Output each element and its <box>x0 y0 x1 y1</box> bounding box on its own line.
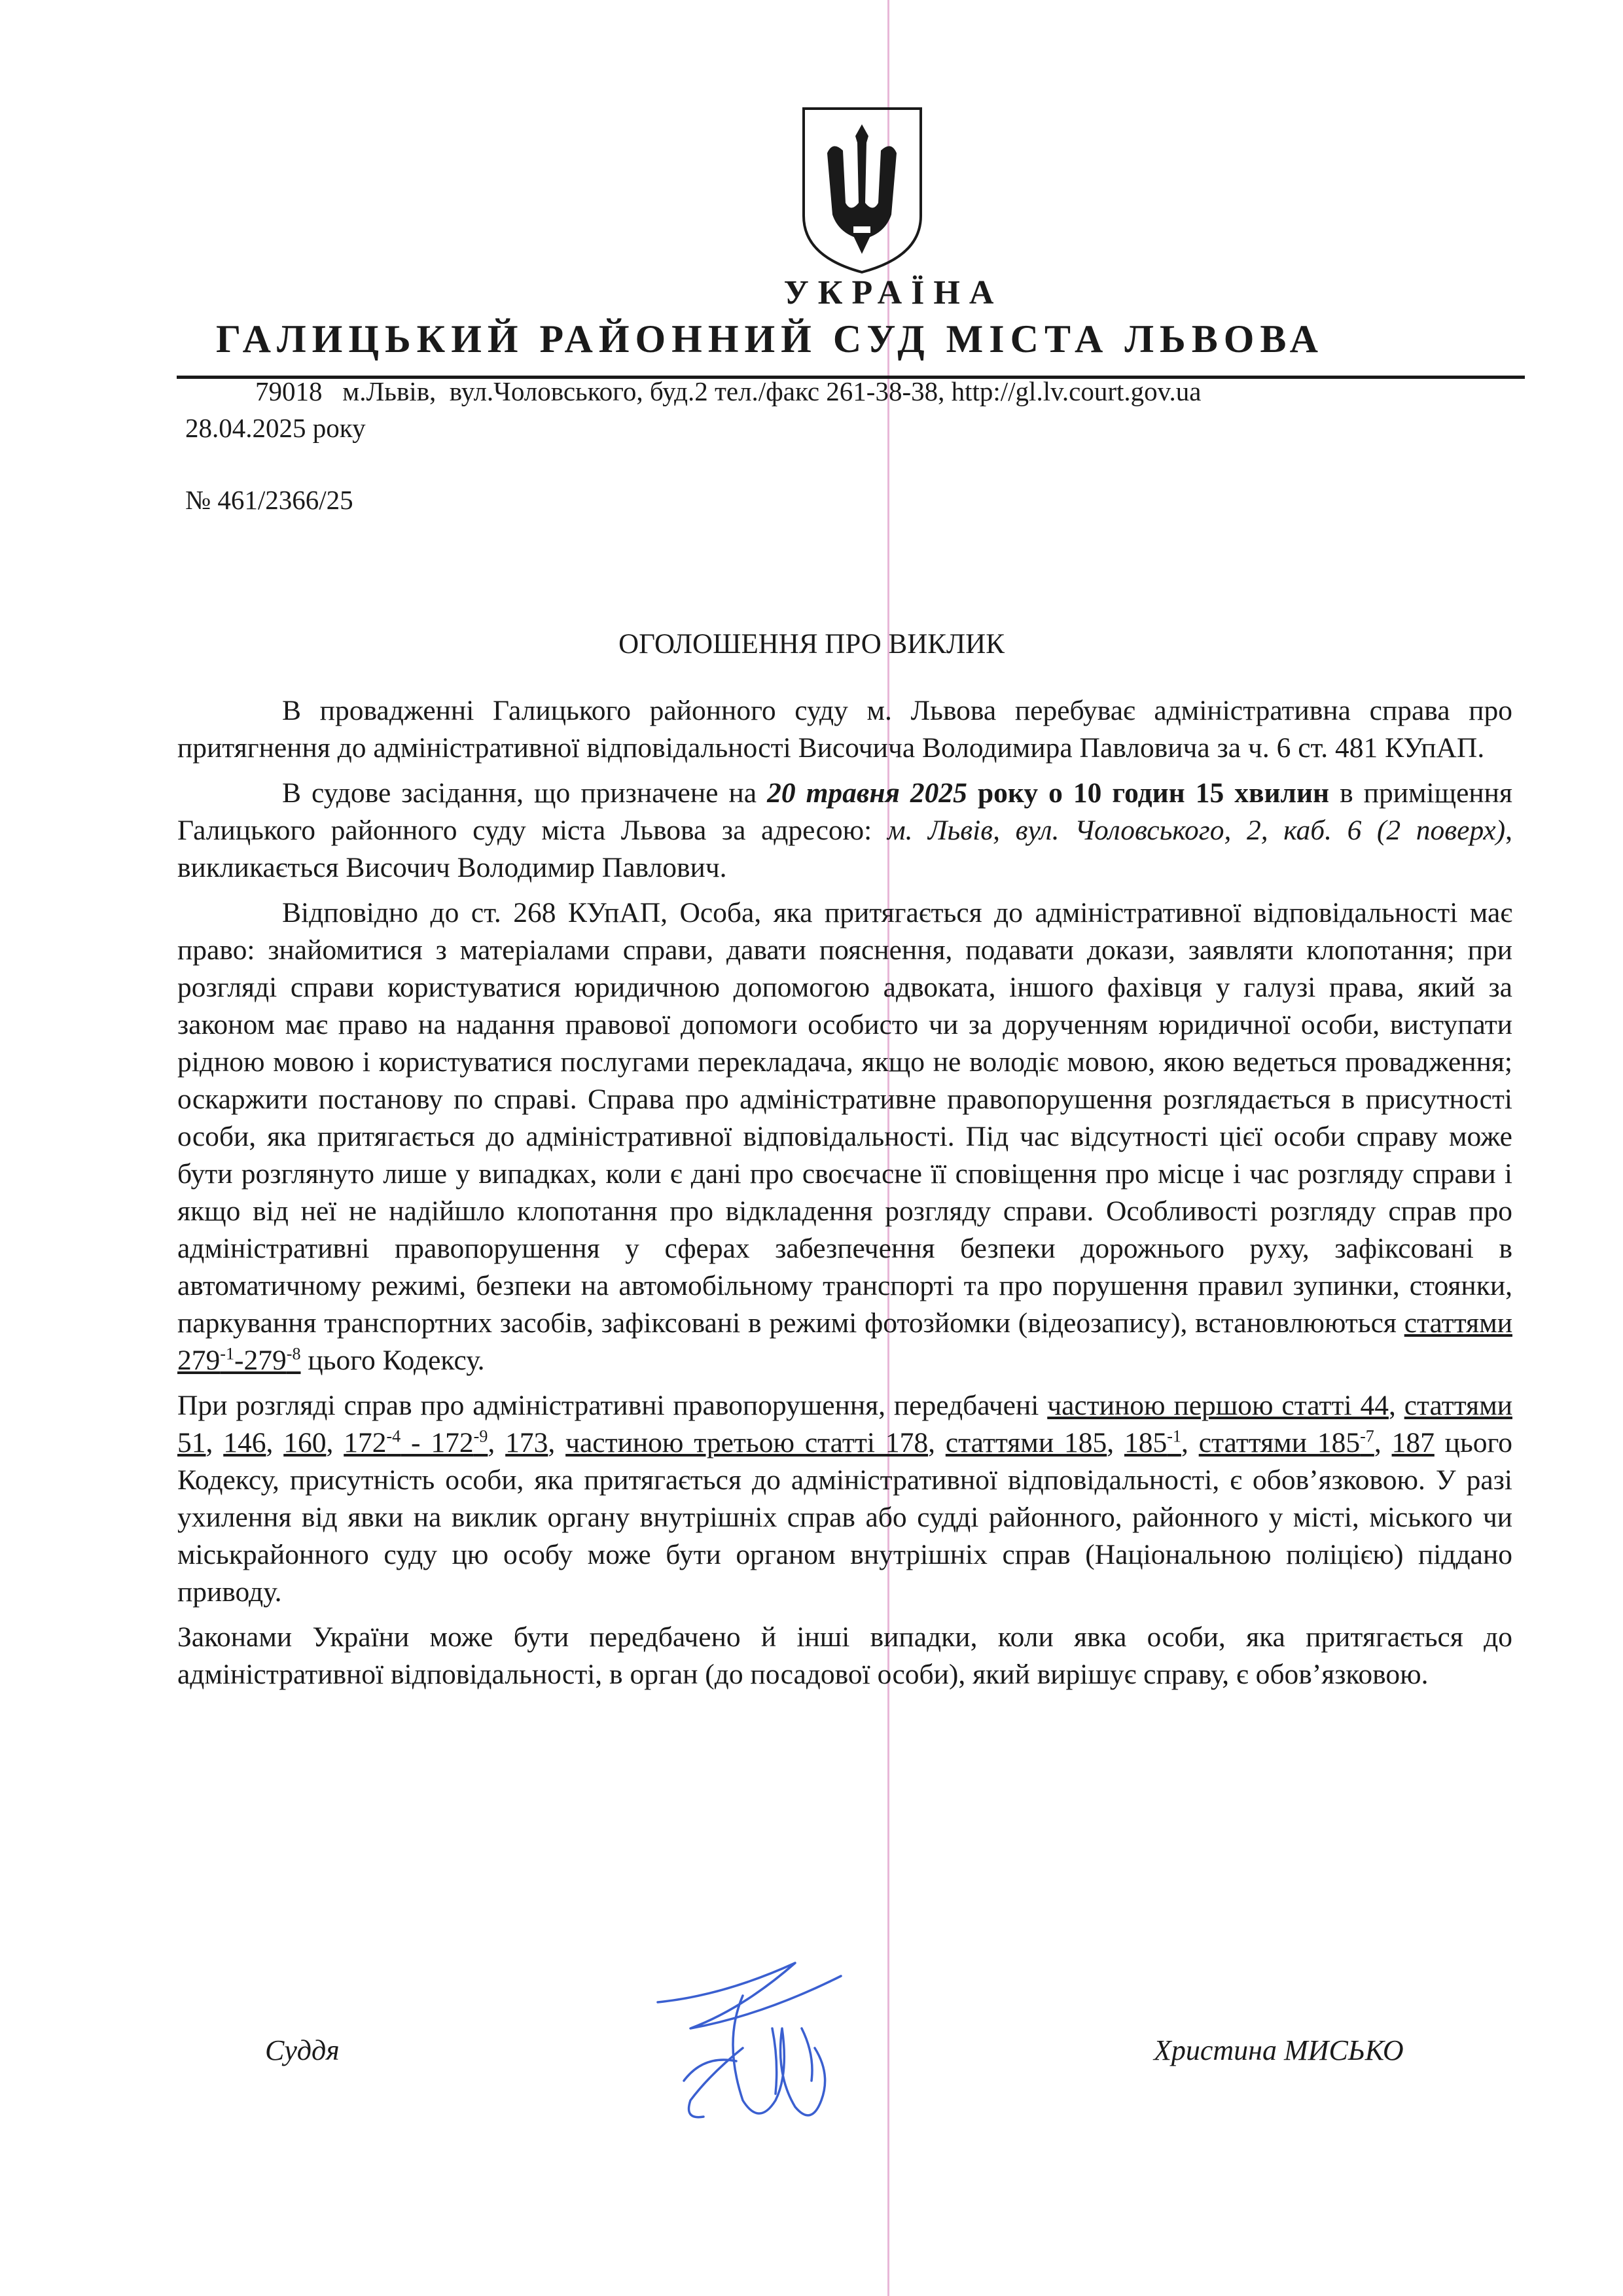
rights-text-end: цього Кодексу. <box>300 1345 485 1376</box>
link-text: 172 <box>344 1427 387 1458</box>
link-text: 185 <box>1124 1427 1168 1458</box>
paragraph-rights <box>177 894 1512 1379</box>
article-172-link[interactable] <box>344 1427 488 1458</box>
link-sup: -1 <box>1167 1426 1181 1446</box>
article-185-7-link[interactable] <box>1199 1427 1374 1458</box>
article-44-link[interactable]: частиною першою статті 44 <box>1047 1390 1389 1421</box>
article-146-link[interactable]: 146 <box>223 1427 266 1458</box>
article-187-link[interactable]: 187 <box>1391 1427 1435 1458</box>
hearing-date: 20 травня 2025 <box>767 777 967 809</box>
presence-text-start: При розгляді справ про адміністративні правопорушення, передбачені <box>177 1390 1048 1421</box>
hearing-text-end: , викликається Височич Володимир Павлович. <box>177 815 1512 883</box>
link-text: статтями 185 <box>1198 1427 1361 1458</box>
link-sup: -4 <box>386 1426 401 1446</box>
case-number: № 461/2366/25 <box>185 485 353 515</box>
trident-coat-of-arms-icon <box>798 105 926 276</box>
signer-name: Христина МИСЬКО <box>1154 2034 1404 2066</box>
hearing-address: м. Львів, вул. Чоловського, 2, каб. 6 (2 поверх) <box>887 815 1506 846</box>
hearing-text-start: В судове засідання, що призначене на <box>282 777 768 809</box>
document-body <box>177 692 1512 1701</box>
article-185-link[interactable]: статтями 185 <box>945 1427 1107 1458</box>
paragraph-case: В провадженні Галицького районного суду м. Львова перебуває адміністративна справа про притягнення до адміністративної відповідальності Височича Володимира Павловича за ч. 6 ст. 481 КУпАП. <box>177 695 1512 764</box>
signer-role: Суддя <box>265 2034 340 2066</box>
document-title: ОГОЛОШЕННЯ ПРО ВИКЛИК <box>618 629 1005 660</box>
presence-text-end: цього Кодексу, присутність особи, яка притягається до адміністративної відповідальності, є обов’язковою. У разі ухилення від явки на виклик органу внутрішніх справ або судді районного, районного у місті, міського чи міськрайонного суду цю особу може бути органом внутрішніх справ (Національною поліцією) піддано приводу. <box>177 1427 1513 1608</box>
link-text: -279 <box>234 1345 287 1376</box>
link-sup: -1 <box>220 1344 234 1364</box>
court-name: ГАЛИЦЬКИЙ РАЙОННИЙ СУД МІСТА ЛЬВОВА <box>216 317 1324 361</box>
handwritten-signature <box>645 1950 880 2140</box>
article-51-link[interactable]: статтями 51 <box>177 1390 1512 1458</box>
link-sup: -9 <box>473 1426 488 1446</box>
article-185-1-link[interactable] <box>1124 1427 1181 1458</box>
article-160-link[interactable]: 160 <box>283 1427 327 1458</box>
rights-text: Відповідно до ст. 268 КУпАП, Особа, яка притягається до адміністративної відповідальності має право: знайомитися з матеріалами справи, давати пояснення, подавати докази, заявляти клопотання; при розгляді справи користуватися юридичною допомогою адвоката, іншого фахівця у галузі права, який за законом має право на надання правової допомоги особисто чи за дорученням юридичної особи, виступати рідною мовою і користуватися послугами перекладача, якщо не володіє мовою, якою ведеться провадження; оскаржити постанову по справі. Справа про адміністративне правопорушення розглядається в присутності особи, яка притягається до адміністративної відповідальності. Під час відсутності цієї особи справу може бути розглянуто лише у випадках, коли є дані про своєчасне її сповіщення про місце і час розгляду справи і якщо від неї не надійшло клопотання про відкладення розгляду справи. Особливості розгляду справ про адміністративні правопорушення у сферах забезпечення безпеки дорожнього руху, зафіксовані в автоматичному режимі, безпеки на автомобільному транспорті та про порушення правил зупинки, стоянки, паркування транспортних засобів, зафіксовані в режимі фотозйомки (відеозапису), встановлюються <box>177 897 1512 1339</box>
country-name: УКРАЇНА <box>783 274 1003 311</box>
link-sup: -7 <box>1360 1426 1374 1446</box>
court-address: 79018 м.Львів, вул.Чоловського, буд.2 тел./факс 261-38-38, http://gl.lv.court.gov.ua <box>255 376 1202 406</box>
hearing-text-middle: в приміщення Галицького районного суду міста Львова за адресою: <box>177 777 1512 846</box>
paragraph-other-cases: Законами України може бути передбачено й інші випадки, коли явка особи, яка притягається до адміністративної відповідальності, в орган (до посадової особи), який вирішує справу, є обов’язковою. <box>177 1621 1512 1690</box>
article-178-link[interactable]: частиною третьою статті 178 <box>565 1427 929 1458</box>
paragraph-mandatory-presence: При розгляді справ про адміністративні правопорушення, передбачені частиною першою статті 44, статтями 51, 146, 160, $172^{-4} - 172^{-9}$, 173, частиною третьою статті 178, статтями 185, $185^{-1}$, статтями $185^{-7}$, 187 цього Кодексу, присутність особи, яка притягається до адміністративної відповідальності, є обов’язковою. У разі ухилення від явки на виклик органу внутрішніх справ або судді районного, районного у місті, міського чи міськрайонного суду цю особу може бути органом внутрішніх справ (Національною поліцією) піддано приводу. <box>177 1390 1513 1608</box>
article-173-link[interactable]: 173 <box>505 1427 548 1458</box>
link-text: статтями 279 <box>177 1307 1512 1376</box>
hearing-time: року о 10 годин 15 хвилин <box>967 777 1330 809</box>
link-sup: -8 <box>286 1344 301 1364</box>
link-text: - 172 <box>401 1427 474 1458</box>
paragraph-hearing <box>177 775 1512 887</box>
document-date: 28.04.2025 року <box>185 413 366 443</box>
